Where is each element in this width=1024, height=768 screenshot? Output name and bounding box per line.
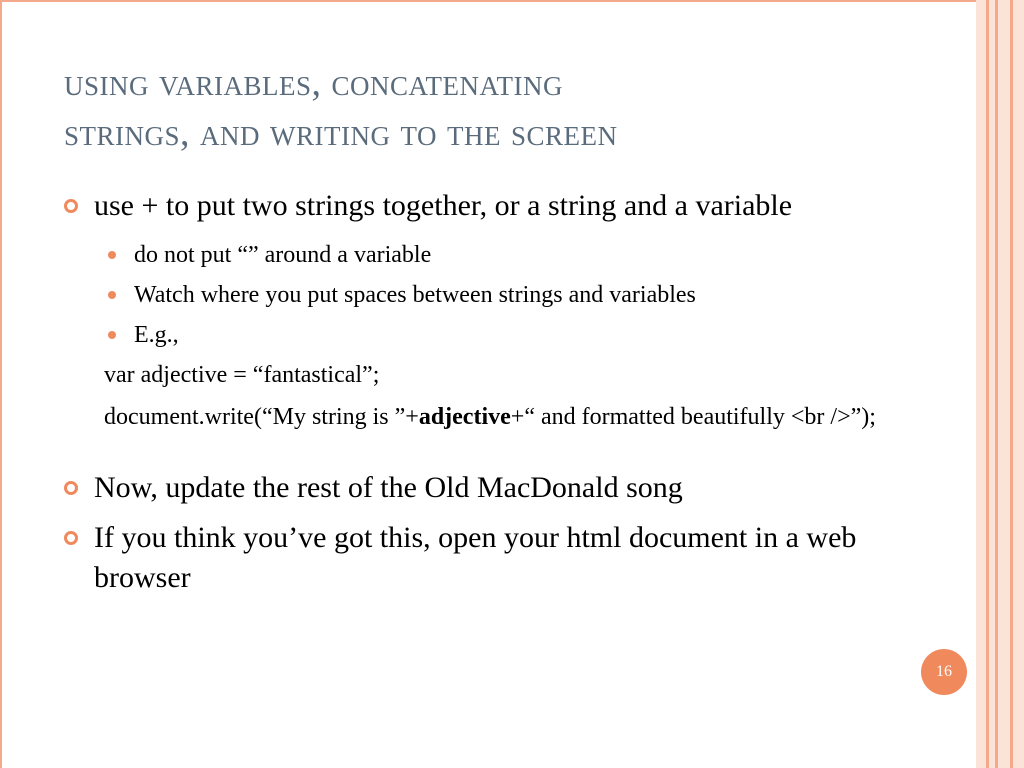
- bullet-item: [64, 518, 884, 598]
- bullet-text: Now, update the rest of the Old MacDonald song: [94, 471, 683, 504]
- code-text: document.write(“My string is ”+: [104, 404, 419, 430]
- bullet-text: If you think you’ve got this, open your html document in a web browser: [94, 521, 857, 594]
- sub-bullet-item: [64, 238, 884, 272]
- sub-bullet-text: do not put “” around a variable: [134, 242, 432, 268]
- code-variable: adjective: [418, 404, 511, 430]
- circle-bullet-icon: [64, 531, 78, 545]
- slide-frame-left: [0, 0, 2, 768]
- dot-bullet-icon: [108, 331, 116, 339]
- title-line-1: using variables, concatenating: [64, 62, 564, 104]
- bullet-text: use + to put two strings together, or a string and a variable: [94, 189, 793, 222]
- slide-number-badge: [921, 649, 967, 695]
- circle-bullet-icon: [64, 481, 78, 495]
- bullet-item: [64, 468, 884, 508]
- decor-stripe: [976, 0, 986, 768]
- code-line: [64, 400, 884, 434]
- slide-frame-top: [0, 0, 976, 2]
- slide-title: [64, 58, 944, 158]
- sub-bullet-item: [64, 318, 884, 352]
- decor-stripe: [1013, 0, 1024, 768]
- sub-bullet-text: Watch where you put spaces between strings and variables: [134, 282, 696, 308]
- title-line-2: strings, and writing to the screen: [64, 112, 618, 154]
- decor-stripe: [998, 0, 1010, 768]
- slide-body: [64, 186, 884, 598]
- code-text: +“ and formatted beautifully <br />”);: [510, 404, 876, 430]
- code-line: var adjective = “fantastical”;: [104, 362, 380, 388]
- bullet-item: [64, 186, 884, 226]
- slide-number: 16: [936, 663, 952, 680]
- dot-bullet-icon: [108, 251, 116, 259]
- sub-bullet-text: E.g.,: [134, 322, 179, 348]
- circle-bullet-icon: [64, 199, 78, 213]
- dot-bullet-icon: [108, 291, 116, 299]
- sub-bullet-item: [64, 278, 884, 312]
